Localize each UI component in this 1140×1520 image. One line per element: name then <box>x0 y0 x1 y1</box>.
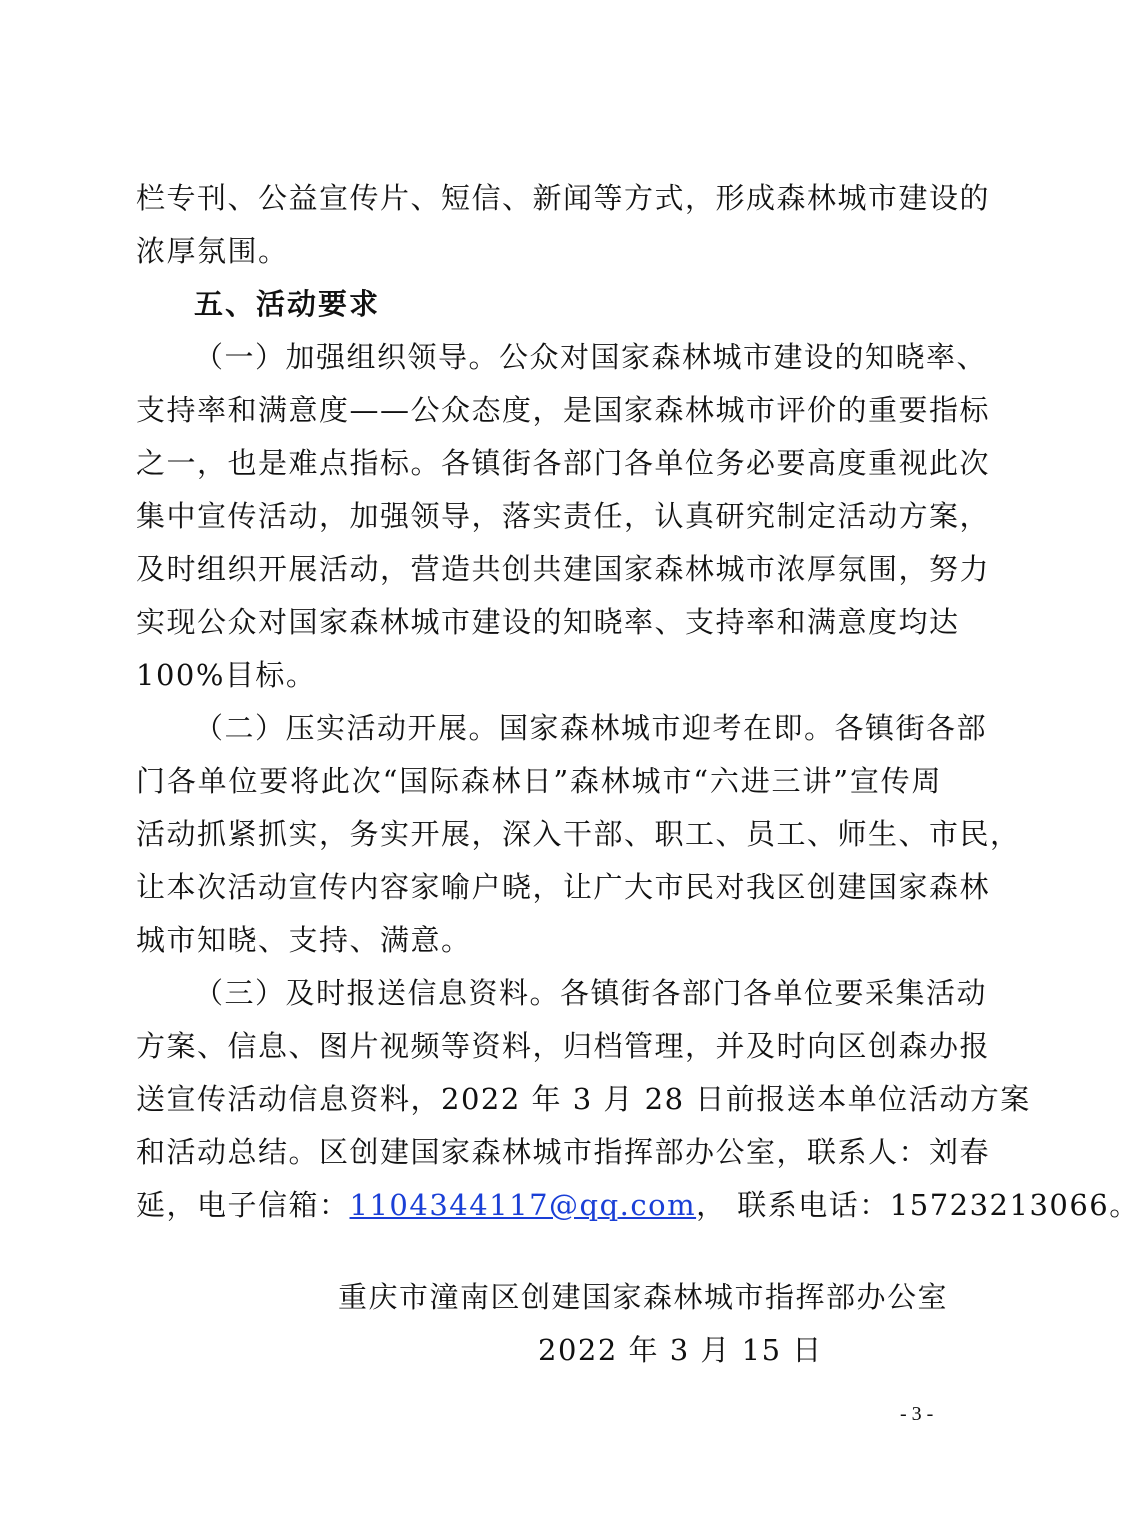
paragraph-line: 送宣传活动信息资料，2022 年 3 月 28 日前报送本单位活动方案 <box>136 1082 1031 1116</box>
paragraph-line: 之一，也是难点指标。各镇街各部门各单位务必要高度重视此次 <box>136 446 991 480</box>
paragraph-line: （一）加强组织领导。公众对国家森林城市建设的知晓率、 <box>194 340 988 374</box>
contact-line <box>136 1187 1140 1223</box>
paragraph-line: 及时组织开展活动，营造共创共建国家森林城市浓厚氛围，努力 <box>136 552 991 586</box>
contact-label: 延，电子信箱： <box>136 1188 350 1222</box>
page-number: - 3 - <box>900 1403 934 1425</box>
paragraph-line: 门各单位要将此次“国际森林日”森林城市“六进三讲”宣传周 <box>136 764 942 798</box>
signature-date: 2022 年 3 月 15 日 <box>538 1333 823 1367</box>
paragraph-line: 方案、信息、图片视频等资料，归档管理，并及时向区创森办报 <box>136 1029 991 1063</box>
paragraph-line: 实现公众对国家森林城市建设的知晓率、支持率和满意度均达 <box>136 605 960 639</box>
paragraph-line: （三）及时报送信息资料。各镇街各部门各单位要采集活动 <box>194 976 988 1010</box>
paragraph-line: 活动抓紧抓实，务实开展，深入干部、职工、员工、师生、市民， <box>136 817 1021 851</box>
paragraph-line: 和活动总结。区创建国家森林城市指挥部办公室，联系人：刘春 <box>136 1135 991 1169</box>
paragraph-line: 浓厚氛围。 <box>136 234 289 268</box>
paragraph-line: 集中宣传活动，加强领导，落实责任，认真研究制定活动方案， <box>136 499 991 533</box>
section-heading: 五、活动要求 <box>194 287 381 321</box>
signature-organization: 重庆市潼南区创建国家森林城市指挥部办公室 <box>338 1280 949 1314</box>
email-link[interactable]: 1104344117@qq.com <box>349 1188 697 1222</box>
paragraph-line: 支持率和满意度——公众态度，是国家森林城市评价的重要指标 <box>136 393 991 427</box>
phone-text: ， 联系电话：15723213066。 <box>696 1188 1140 1222</box>
paragraph-line: 栏专刊、公益宣传片、短信、新闻等方式，形成森林城市建设的 <box>136 181 991 215</box>
paragraph-line: 100%目标。 <box>136 658 317 692</box>
paragraph-line: （二）压实活动开展。国家森林城市迎考在即。各镇街各部 <box>194 711 988 745</box>
paragraph-line: 让本次活动宣传内容家喻户晓，让广大市民对我区创建国家森林 <box>136 870 991 904</box>
paragraph-line: 城市知晓、支持、满意。 <box>136 923 472 957</box>
